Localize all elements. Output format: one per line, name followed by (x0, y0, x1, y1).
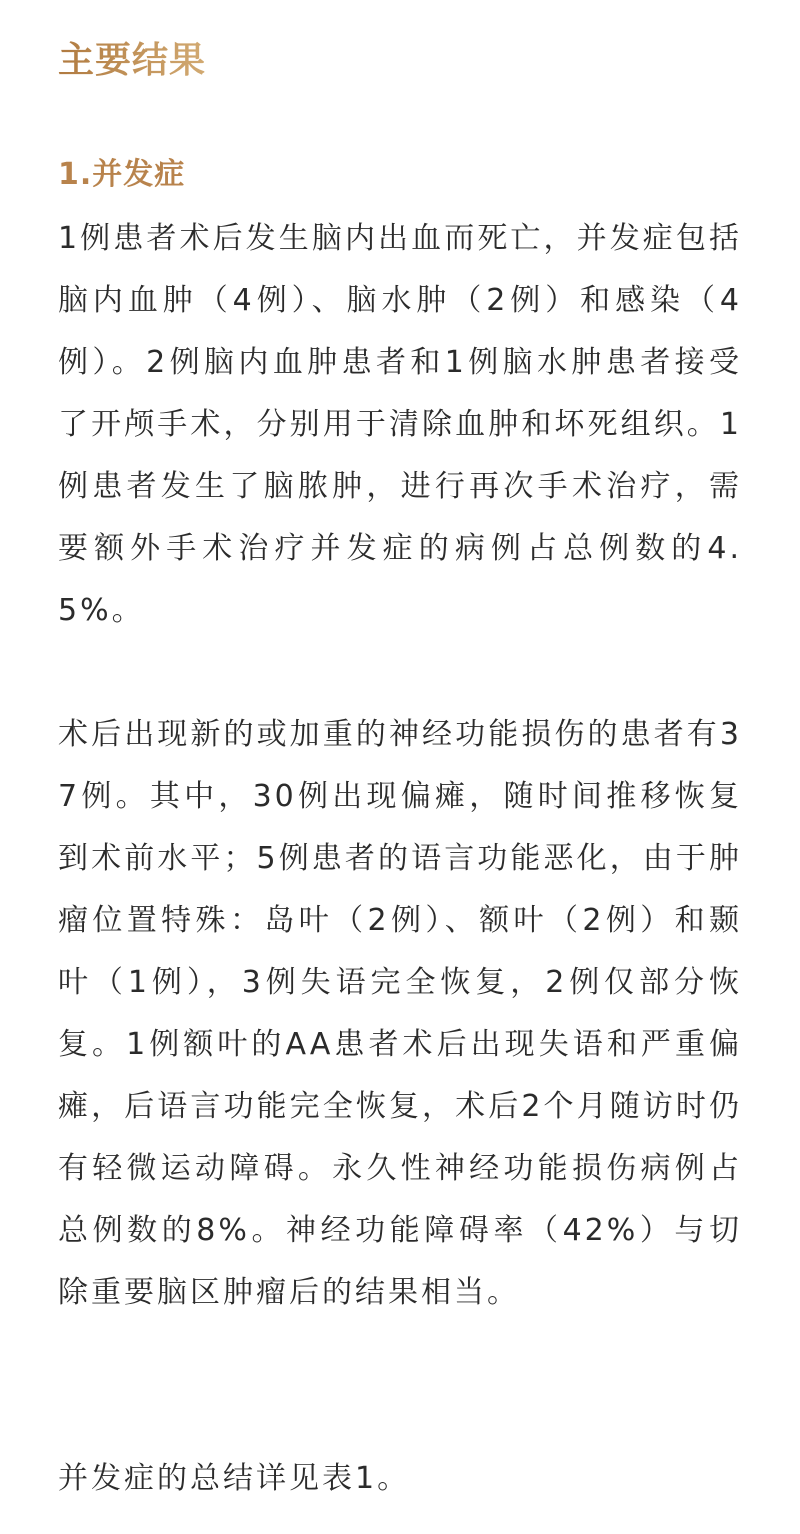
paragraph-neurological-deficits: 术后出现新的或加重的神经功能损伤的患者有37例。其中，30例出现偏瘫，随时间推移恢复到术前水平；5例患者的语言功能恶化，由于肿瘤位置特殊：岛叶（2例）、额叶（2例）和颞叶（1例），3例失语完全恢复，2例仅部分恢复。1例额叶的AA患者术后出现失语和严重偏瘫，后语言功能完全恢复，术后2个月随访时仍有轻微运动障碍。永久性神经功能损伤病例占总例数的8%。神经功能障碍率（42%）与切除重要脑区肿瘤后的结果相当。 (58, 717, 742, 1310)
paragraph-table-reference: 并发症的总结详见表1。 (58, 1461, 411, 1496)
section-title: 主要结果 (58, 36, 206, 86)
paragraph-complications: 1例患者术后发生脑内出血而死亡，并发症包括脑内血肿（4例）、脑水肿（2例）和感染（4例）。2例脑内血肿患者和1例脑水肿患者接受了开颅手术，分别用于清除血肿和坏死组织。1例患者发生了脑脓肿，进行再次手术治疗，需要额外手术治疗并发症的病例占总例数的4.5%。 (58, 221, 742, 628)
subheading-complications: 1.并发症 (58, 157, 186, 192)
